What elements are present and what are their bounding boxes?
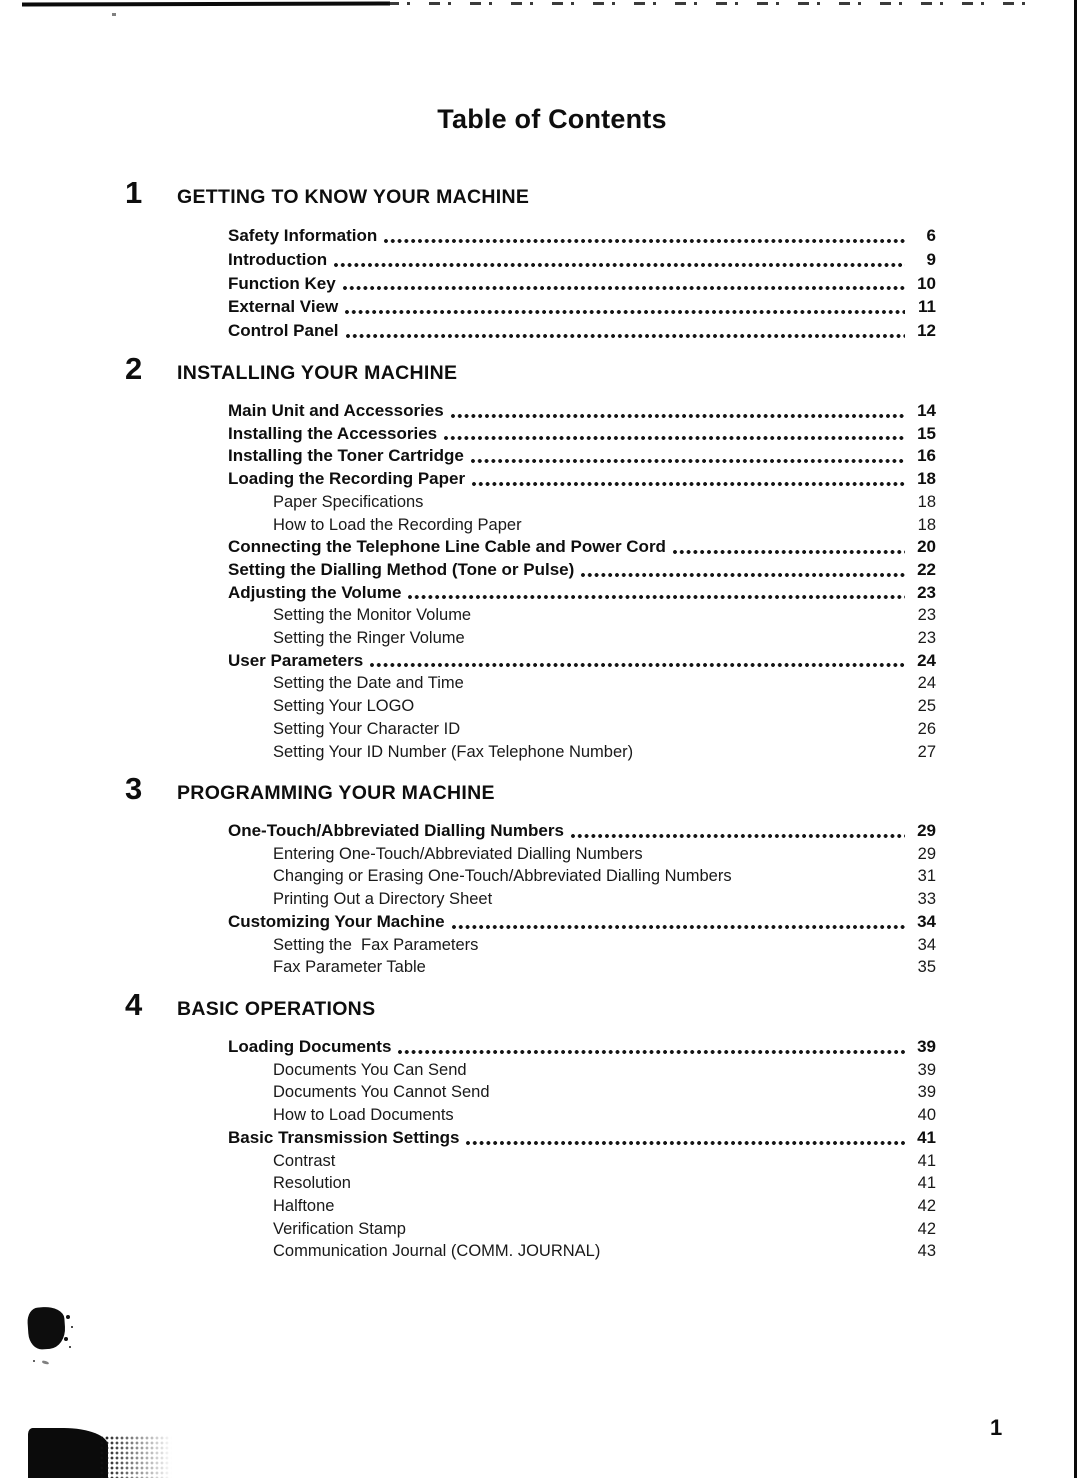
dot-leader [471, 458, 905, 464]
toc-entry-page: 22 [917, 559, 936, 579]
toc-entry-label: Loading the Recording Paper [228, 469, 466, 489]
section-title: GETTING TO KNOW YOUR MACHINE [177, 186, 530, 208]
toc-entry-label: One-Touch/Abbreviated Dialling Numbers [228, 821, 564, 840]
toc-entry-page: 18 [917, 515, 936, 534]
toc-entry [228, 1127, 936, 1150]
toc-entry [273, 1240, 936, 1263]
dot-leader [452, 924, 905, 930]
toc-section [125, 352, 1040, 763]
toc-entry-page: 41 [917, 1174, 936, 1193]
dot-leader [384, 238, 905, 244]
toc-entry [273, 1059, 936, 1082]
dot-leader [370, 662, 905, 668]
ink-smudge-speckles [66, 1315, 70, 1319]
toc-entry [273, 627, 936, 650]
toc-entry-label: Verification Stamp [273, 1219, 406, 1238]
toc-entry [273, 741, 936, 764]
scan-speck [112, 13, 116, 16]
toc-entry-page: 29 [917, 821, 936, 840]
toc-entry-page: 39 [917, 1083, 936, 1102]
toc-entry-page: 34 [917, 911, 936, 931]
dot-leader [451, 413, 905, 419]
toc-entry-label: Loading Documents [228, 1037, 392, 1056]
toc-entry [228, 445, 936, 468]
toc-entry-label: Communication Journal (COMM. JOURNAL) [273, 1242, 601, 1261]
toc-entry-page: 23 [917, 629, 936, 648]
section-number: 2 [125, 351, 143, 386]
section-number: 4 [125, 987, 143, 1022]
toc-entry-label: Setting the Fax Parameters [273, 935, 479, 954]
toc-entry-label: Main Unit and Accessories [228, 401, 444, 420]
toc-entry-page: 39 [917, 1060, 936, 1079]
toc-entry-page: 18 [917, 469, 936, 489]
ink-smudge-tail [42, 1360, 50, 1365]
toc-entry-page: 33 [917, 890, 936, 909]
section-entries [228, 400, 1040, 763]
toc-entry-label: Halftone [273, 1196, 335, 1215]
toc-entry [228, 423, 936, 446]
dot-leader [581, 572, 905, 578]
toc-entry-label: Setting the Ringer Volume [273, 629, 465, 648]
toc-section-heading [125, 352, 1040, 390]
toc-entry-label: Entering One-Touch/Abbreviated Dialling Numbers [273, 844, 643, 863]
toc-section-heading [125, 772, 1040, 810]
toc-entry [273, 843, 936, 866]
toc-entry-label: Function Key [228, 273, 336, 293]
toc-entry [228, 319, 936, 343]
toc-entry [228, 272, 936, 296]
section-entries [228, 1036, 1040, 1263]
toc-entry [228, 248, 936, 272]
toc-entry-label: Setting the Date and Time [273, 674, 464, 693]
dot-leader [673, 549, 905, 555]
toc-entry-page: 23 [917, 582, 936, 602]
toc-entry [228, 1036, 936, 1059]
toc-entry [273, 1195, 936, 1218]
toc-entry-label: Printing Out a Directory Sheet [273, 890, 493, 909]
toc-entry-page: 31 [917, 867, 936, 886]
toc-entry-page: 18 [917, 492, 936, 511]
toc-entry [228, 582, 936, 605]
toc-entry-label: How to Load the Recording Paper [273, 515, 522, 534]
toc-entry-label: Contrast [273, 1151, 336, 1170]
toc-entry-page: 10 [917, 273, 936, 293]
section-entries [228, 820, 1040, 979]
dot-leader [444, 435, 905, 441]
toc-entry-page: 6 [926, 226, 936, 245]
toc-entry [273, 514, 936, 537]
toc-entry-label: Paper Specifications [273, 492, 424, 511]
toc-section [125, 176, 1040, 343]
dot-leader [334, 262, 905, 268]
dot-leader [343, 285, 905, 291]
toc-entry [228, 536, 936, 559]
section-title: BASIC OPERATIONS [177, 998, 376, 1020]
toc-entry-label: Resolution [273, 1174, 351, 1193]
toc-entry-label: Setting Your ID Number (Fax Telephone Number) [273, 742, 634, 761]
toc-entry-label: Setting the Monitor Volume [273, 606, 472, 625]
dot-leader [408, 594, 905, 600]
toc-entry-page: 15 [917, 423, 936, 443]
toc-entry-page: 26 [917, 719, 936, 738]
ink-smudge-small [27, 1306, 67, 1350]
toc-entry-label: Basic Transmission Settings [228, 1127, 460, 1147]
toc-entry-page: 16 [917, 446, 936, 466]
toc-entry [273, 491, 936, 514]
toc-entry-page: 40 [917, 1106, 936, 1125]
toc-entry [273, 672, 936, 695]
toc-entry-page: 20 [917, 537, 936, 557]
document-title: Table of Contents [437, 104, 667, 134]
toc-entry-page: 23 [917, 606, 936, 625]
toc-entry-label: External View [228, 297, 339, 317]
toc-entry-label: Adjusting the Volume [228, 582, 402, 602]
ink-smudge-bottom [28, 1428, 108, 1478]
toc-entry-label: Installing the Toner Cartridge [228, 446, 464, 466]
toc-entry-label: Connecting the Telephone Line Cable and Power Cord [228, 537, 666, 557]
toc-entry-page: 27 [917, 742, 936, 761]
scan-artifact-right-edge-line [1074, 0, 1077, 1478]
toc-section [125, 772, 1040, 979]
section-number: 1 [125, 175, 143, 210]
toc-entry [273, 934, 936, 957]
toc-entry-page: 9 [926, 249, 936, 269]
section-entries [228, 224, 1040, 343]
toc-entry-page: 42 [917, 1219, 936, 1238]
toc-entry [273, 1104, 936, 1127]
toc-entry-label: Customizing Your Machine [228, 911, 445, 931]
section-title: INSTALLING YOUR MACHINE [177, 362, 458, 384]
toc-entry-page: 25 [917, 697, 936, 716]
toc-entry [228, 468, 936, 491]
dot-leader [345, 309, 905, 315]
toc-entry-label: Setting the Dialling Method (Tone or Pulse) [228, 559, 575, 579]
toc-entry [228, 224, 936, 248]
toc-entry-page: 42 [917, 1196, 936, 1215]
section-title: PROGRAMMING YOUR MACHINE [177, 782, 495, 804]
toc-entry-label: Safety Information [228, 226, 378, 245]
toc-entry-label: Changing or Erasing One-Touch/Abbreviated Dialling Numbers [273, 867, 732, 886]
toc-entry-page: 29 [917, 844, 936, 863]
toc-entry-label: Documents You Cannot Send [273, 1083, 490, 1102]
section-number: 3 [125, 771, 143, 806]
toc-entry [228, 820, 936, 843]
dot-leader [571, 833, 905, 839]
scan-artifact-top-edge-dashes [388, 2, 1040, 5]
toc-section [125, 988, 1040, 1263]
dot-leader [466, 1140, 905, 1146]
toc-entry [228, 911, 936, 934]
toc-entry-page: 12 [917, 321, 936, 341]
toc-entry-page: 11 [918, 297, 936, 317]
toc-entry [273, 1081, 936, 1104]
ink-smudge-bottom-speckles [100, 1436, 190, 1478]
toc-entry [228, 400, 936, 423]
toc-entry-page: 24 [917, 650, 936, 670]
dot-leader [346, 333, 905, 339]
toc-entry-page: 41 [917, 1151, 936, 1170]
toc-entry [273, 695, 936, 718]
toc-entry-page: 34 [917, 935, 936, 954]
toc-entry-label: Setting Your LOGO [273, 697, 415, 716]
dot-leader [472, 481, 905, 487]
dot-leader [398, 1049, 905, 1055]
toc-entry-label: How to Load Documents [273, 1106, 454, 1125]
toc-entry [273, 604, 936, 627]
toc-section-heading [125, 988, 1040, 1026]
toc-entry-page: 41 [917, 1127, 936, 1147]
toc-entry-label: Setting Your Character ID [273, 719, 461, 738]
scan-artifact-top-edge [22, 2, 390, 7]
toc-entry-label: Control Panel [228, 321, 339, 341]
page-number: 1 [990, 1415, 1003, 1440]
toc-entry-label: User Parameters [228, 650, 364, 670]
toc-entry [273, 865, 936, 888]
toc-entry-page: 43 [917, 1242, 936, 1261]
toc-entry [273, 888, 936, 911]
toc-entry [273, 1218, 936, 1241]
toc-entry-label: Fax Parameter Table [273, 958, 426, 977]
toc-entry-page: 24 [917, 674, 936, 693]
toc-entry-label: Documents You Can Send [273, 1060, 467, 1079]
toc-entry-label: Introduction [228, 249, 328, 269]
toc-entry-page: 14 [917, 401, 936, 420]
toc-entry-label: Installing the Accessories [228, 423, 438, 443]
toc-entry [228, 650, 936, 673]
toc-section-heading [125, 176, 1040, 214]
toc-entry [273, 1150, 936, 1173]
toc-entry-page: 39 [917, 1037, 936, 1056]
toc-entry [228, 295, 936, 319]
toc-entry-page: 35 [917, 958, 936, 977]
toc-entry [273, 956, 936, 979]
toc-entry [273, 1172, 936, 1195]
toc-entry [228, 559, 936, 582]
toc-entry [273, 718, 936, 741]
